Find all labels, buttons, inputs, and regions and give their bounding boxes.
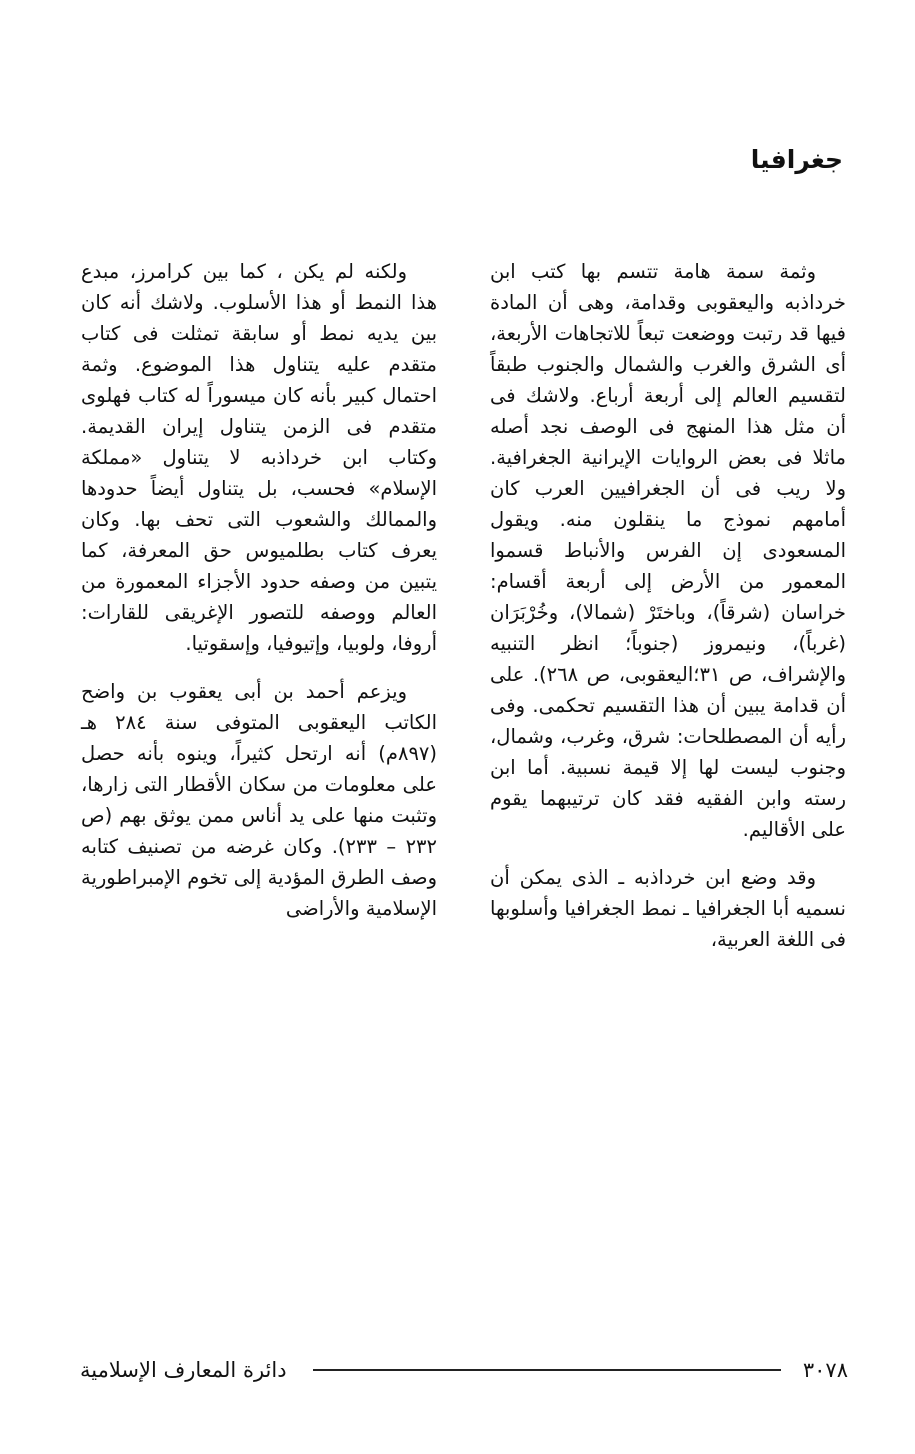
page-footer [80,1350,848,1390]
text-column-left [81,256,437,924]
paragraph: وقد وضع ابن خرداذبه ـ الذى يمكن أن نسميه أبا الجغرافيا ـ نمط الجغرافيا وأسلوبها فى اللغة العربية، [490,866,846,951]
running-title: جغرافيا [750,145,843,174]
paragraph: ويزعم أحمد بن أبى يعقوب بن واضح الكاتب اليعقوبى المتوفى سنة ٢٨٤ هـ (٨٩٧م) أنه ارتحل كثيراً، وينوه بأنه حصل على معلومات من سكان الأقطار التى زارها، وتثبت منها على يد أناس ممن يوثق بهم (ص ٢٣٢ – ٢٣٣). وكان غرضه من تصنيف كتابه وصف الطرق المؤدية إلى تخوم الإمبراطورية الإسلامية والأراضى [81,680,437,920]
page-number: ٣٠٧٨ [802,1358,848,1382]
paragraph: ولكنه لم يكن ، كما بين كرامرز، مبدع هذا النمط أو هذا الأسلوب. ولاشك أنه كان بين يديه نمط أو سابقة تمثلت فى كتاب متقدم عليه يتناول هذا الموضوع. وثمة احتمال كبير بأنه كان ميسوراً له كتاب فهلوى متقدم فى الزمن يتناول إيران القديمة. وكتاب ابن خرداذبه لا يتناول «مملكة الإسلام» فحسب، بل يتناول أيضاً حدودها والممالك والشعوب التى تحف بها. وكان يعرف كتاب بطلميوس حق المعرفة، كما يتبين من وصفه حدود الأجزاء المعمورة من العالم ووصفه للتصور الإغريقى للقارات: أروفا، ولوبيا، وإتيوفيا، وإسقوتيا. [81,260,437,655]
footer-divider [313,1369,781,1371]
publication-name: دائرة المعارف الإسلامية [80,1358,287,1382]
text-column-right [490,256,846,955]
paragraph: وثمة سمة هامة تتسم بها كتب ابن خرداذبه واليعقوبى وقدامة، وهى أن المادة فيها قد رتبت ووضعت تبعاً للاتجاهات الأربعة، أى الشرق والغرب والشمال والجنوب طبقاً لتقسيم العالم إلى أربعة أرباع. ولاشك فى أن مثل هذا المنهج فى الوصف نجد أصله ماثلا فى بعض الروايات الإيرانية الجغرافية. ولا ريب فى أن الجغرافيين العرب كان أمامهم نموذج ما ينقلون منه. ويقول المسعودى إن الفرس والأنباط قسموا المعمور من الأرض إلى أربعة أقسام: خراسان (شرقاً)، وباختَرْ (شمالا)، وخُرْبَرَان (غرباً)، ونيمروز (جنوباً؛ انظر التنبيه والإشراف، ص ٣١؛اليعقوبى، ص ٢٦٨). على أن قدامة يبين أن هذا التقسيم تحكمى. وفى رأيه أن المصطلحات: شرق، وغرب، وشمال، وجنوب ليست لها إلا قيمة نسبية. أما ابن رسته وابن الفقيه فقد كان ترتيبهما يقوم على الأقاليم. [490,260,847,841]
